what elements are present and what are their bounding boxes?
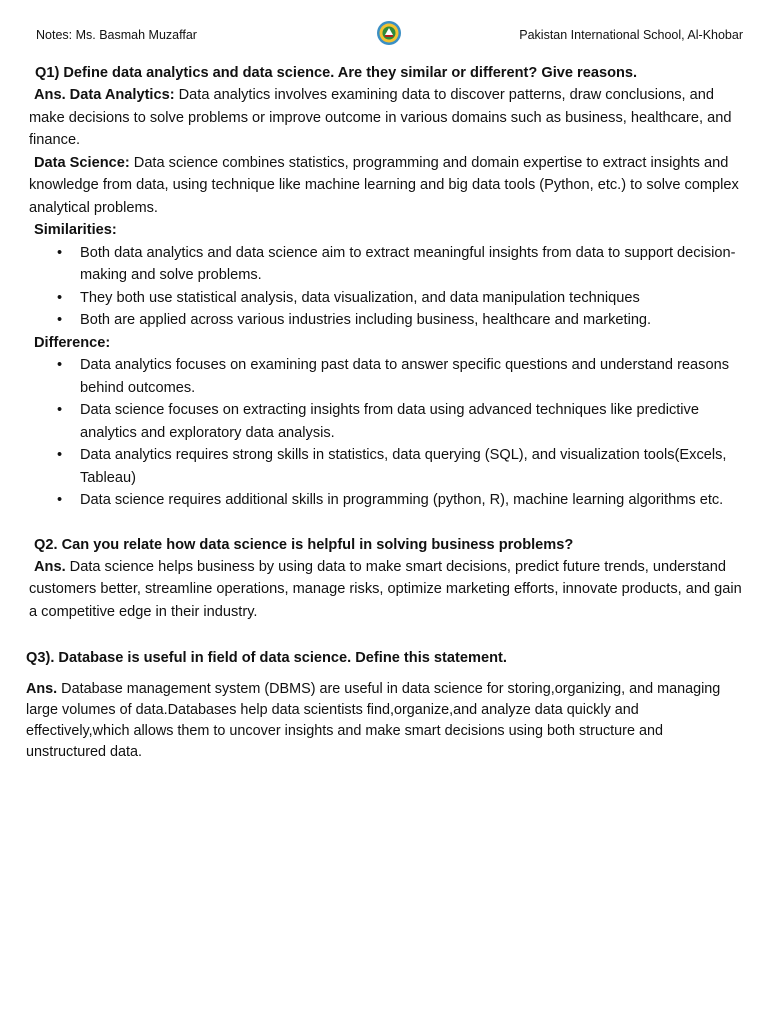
- q3-answer-label: Ans.: [26, 681, 58, 697]
- school-logo-icon: [376, 20, 402, 46]
- q1-section: [29, 62, 744, 512]
- q2-answer: [29, 556, 744, 624]
- q1-question: Q1) Define data analytics and data science. Are they similar or different? Give reasons.: [35, 65, 638, 81]
- q3-section: [26, 647, 746, 763]
- notes-content: [0, 62, 768, 763]
- list-item: [29, 489, 744, 512]
- q1-answer-text: Data analytics involves examining data to discover patterns, draw conclusions, and make decisions to solve problems or improve outcome in various domains such as business, healthcare, and finance.: [29, 87, 732, 148]
- list-item-text: Data analytics focuses on examining past data to answer specific questions and understand reasons behind outcomes.: [80, 357, 729, 396]
- bullet-icon: •: [57, 447, 63, 463]
- q1-answer-label: Ans. Data Analytics:: [34, 87, 175, 103]
- bullet-icon: •: [57, 244, 63, 261]
- q2-answer-label: Ans.: [34, 558, 66, 575]
- list-item-text: Data analytics requires strong skills in statistics, data querying (SQL), and visualization tools(Excels, Tableau): [80, 447, 727, 486]
- list-item: [29, 242, 744, 287]
- bullet-icon: •: [57, 289, 63, 306]
- list-item-text: They both use statistical analysis, data visualization, and data manipulation techniques: [80, 289, 640, 306]
- list-item: [29, 354, 744, 399]
- list-item: [29, 444, 744, 489]
- list-item: [29, 309, 744, 332]
- similarities-heading: Similarities:: [34, 222, 117, 238]
- list-item: [29, 399, 744, 444]
- header-author: Notes: Ms. Basmah Muzaffar: [36, 28, 197, 42]
- list-item-text: Data science requires additional skills in programming (python, R), machine learning algorithms etc.: [80, 492, 724, 508]
- similarities-list: [29, 242, 744, 332]
- q3-answer: [26, 679, 746, 763]
- bullet-icon: •: [57, 357, 63, 373]
- difference-heading: Difference:: [34, 334, 111, 351]
- q2-section: [29, 534, 744, 624]
- bullet-icon: •: [57, 402, 63, 418]
- page-header: [0, 20, 768, 50]
- bullet-icon: •: [57, 312, 63, 328]
- difference-list: [29, 354, 744, 512]
- header-school: Pakistan International School, Al-Khobar: [519, 28, 743, 42]
- q3-answer-text: Database management system (DBMS) are useful in data science for storing,organizing, and managing large volumes of data.Databases help data scientists find,organize,and analyze data quickly and effectively,which allows them to uncover insights and make smart decisions using both structure and unstructured data.: [26, 681, 721, 760]
- list-item-text: Data science focuses on extracting insights from data using advanced techniques like predictive analytics and exploratory data analysis.: [80, 402, 699, 441]
- q2-answer-text: Data science helps business by using data to make smart decisions, predict future trends, understand customers better, streamline operations, manage risks, optimize marketing efforts, innovate products, and gain a competitive edge in their industry.: [29, 558, 742, 620]
- list-item-text: Both data analytics and data science aim to extract meaningful insights from data to support decision-making and solve problems.: [80, 244, 736, 283]
- q1-answer-analytics: [29, 84, 744, 152]
- q1-ds-label: Data Science:: [34, 154, 130, 171]
- list-item: [29, 287, 744, 310]
- list-item-text: Both are applied across various industries including business, healthcare and marketing.: [80, 312, 652, 328]
- bullet-icon: •: [57, 492, 63, 508]
- q1-data-science: [29, 152, 744, 220]
- q3-question: Q3). Database is useful in field of data science. Define this statement.: [26, 650, 507, 666]
- q1-ds-text: Data science combines statistics, programming and domain expertise to extract insights and knowledge from data, using technique like machine learning and big data tools (Python, etc.) to solve complex analytical problems.: [29, 154, 739, 216]
- q2-question: Q2. Can you relate how data science is helpful in solving business problems?: [34, 536, 574, 553]
